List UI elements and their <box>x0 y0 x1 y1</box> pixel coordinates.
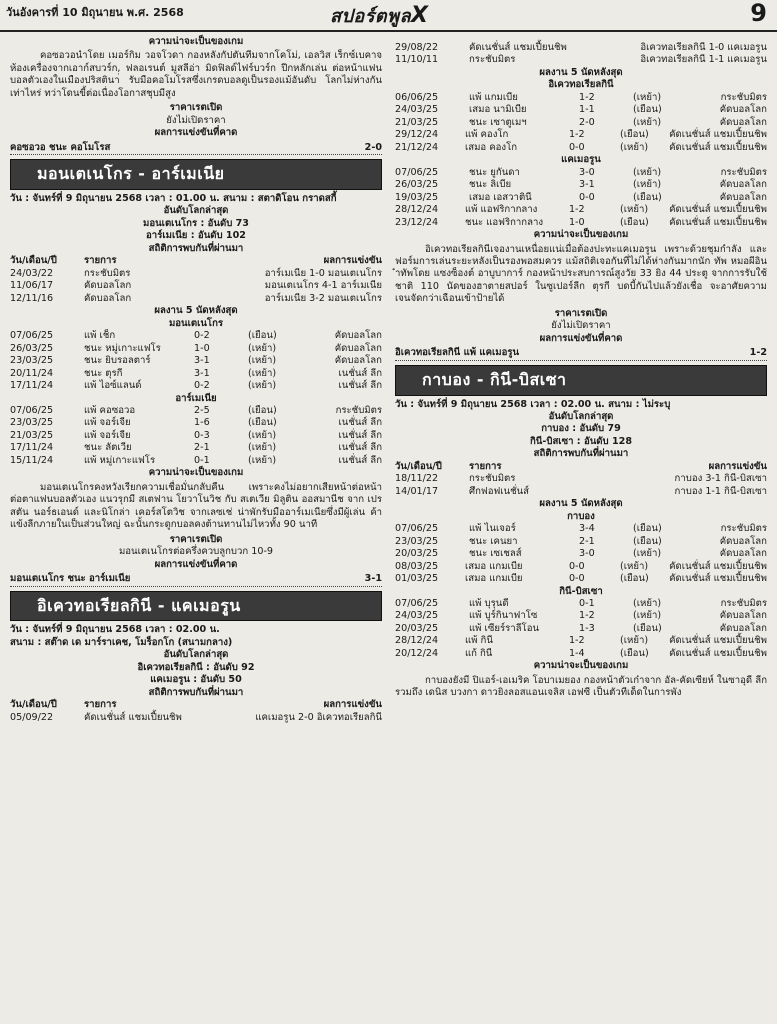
form-table <box>395 167 767 229</box>
form-table <box>395 523 767 585</box>
form-table <box>10 330 382 392</box>
form-row: 20/12/24 แก้ กินี 1-4 (เยือน) คัดเนชั่นส์ แชมเปี้ยนชิพ <box>395 647 768 659</box>
match-banner: อิเควทอเรียลกินี - แคเมอรูน <box>10 591 382 622</box>
prediction-heading: ผลการแข่งขันที่คาด <box>154 558 238 570</box>
price-text: ยังไม่เปิดราคา <box>551 320 611 332</box>
team-heading: อิเควทอเรียลกินี <box>548 79 614 91</box>
form-row: 23/03/25 ชนะ เคนยา 2-1 (เยือน) คัดบอลโลก <box>395 535 767 547</box>
form-row: 06/06/25 แพ้ แกมเบีย 1-2 (เหย้า) กระชับมิตร <box>395 91 767 103</box>
prediction-line: มอนเตเนโกร ชนะ อาร์เมเนีย 3-1 <box>10 573 382 586</box>
h2h-header: วัน/เดือน/ปี รายการ ผลการแข่งขัน <box>395 460 767 472</box>
prediction-line: คอซอวอ ชนะ คอโมโรส 2-0 <box>10 142 382 155</box>
form-row: 20/11/24 ชนะ ตุรกี 3-1 (เหย้า) เนชั่นส์ ลีก <box>10 367 382 379</box>
match-banner: มอนเตเนโกร - อาร์เมเนีย <box>10 159 382 190</box>
form-row: 20/03/25 ชนะ เซเชลส์ 3-0 (เหย้า) คัดบอลโลก <box>395 548 767 560</box>
form-table <box>10 405 382 467</box>
form-row: 23/03/25 ชนะ ยิบรอลตาร์ 3-1 (เหย้า) คัดบอลโลก <box>10 355 382 367</box>
form-row: 21/12/24 เสมอ คองโก 0-0 (เหย้า) คัดเนชั่นส์ แชมเปี้ยนชิพ <box>395 141 768 153</box>
analysis-text: กาบองยังมี ปิแอร์-เอเมริค โอบาเมยอง กองหน้าตัวเก๋าจาก อัล-คัดเซียห์ ในซาอุดี ลีก รวมถึง เดนิส บวงกา ดาวยิงลอสแอนเจลิส เอฟซี เป็นตัวทีเด็ดในการพัง <box>395 674 767 699</box>
rank-heading: อันดับโลกล่าสุด <box>163 205 229 217</box>
form-row: 07/06/25 แพ้ เช็ก 0-2 (เยือน) คัดบอลโลก <box>10 330 382 342</box>
h2h-heading: สถิติการพบกันที่ผ่านมา <box>148 242 244 254</box>
form-row: 07/06/25 แพ้ บุรุนดี 0-1 (เหย้า) กระชับมิตร <box>395 598 767 610</box>
h2h-heading: สถิติการพบกันที่ผ่านมา <box>148 686 244 698</box>
form-row: 01/03/25 เสมอ แกมเบีย 0-0 (เยือน) คัดเนชั่นส์ แชมเปี้ยนชิพ <box>395 573 768 585</box>
form-row: 15/11/24 แพ้ หมู่เกาะแฟโร 0-1 (เหย้า) เนชั่นส์ ลีก <box>10 454 382 466</box>
match-venue: สนาม : สต๊าด เด มาร์ราเคช, โมร็อกโก (สนามกลาง) <box>10 636 233 648</box>
last5-heading: ผลงาน 5 นัดหลังสุด <box>539 498 623 510</box>
prediction-heading: ผลการแข่งขันที่คาด <box>154 127 238 139</box>
rank-heading: อันดับโลกล่าสุด <box>548 410 614 422</box>
prediction-line: อิเควทอเรียลกินี แพ้ แคเมอรูน 1-2 <box>395 347 767 360</box>
form-row: 08/03/25 เสมอ แกมเบีย 0-0 (เหย้า) คัดเนชั่นส์ แชมเปี้ยนชิพ <box>395 560 768 572</box>
form-row: 21/03/25 ชนะ เซาตูเมฯ 2-0 (เหย้า) คัดบอลโลก <box>395 116 767 128</box>
price-text: ยังไม่เปิดราคา <box>166 114 226 126</box>
price-heading: ราคาเรตเปิด <box>169 533 223 545</box>
rank-team2: แคเมอรูน : อันดับ 50 <box>150 674 242 686</box>
form-row: 26/03/25 ชนะ หมู่เกาะแฟโร 1-0 (เหย้า) คัดบอลโลก <box>10 342 382 354</box>
team-heading: กินี-บิสเซา <box>559 585 603 597</box>
form-table <box>395 598 767 660</box>
form-table <box>395 92 767 154</box>
h2h-row: 24/03/22 กระชับมิตร อาร์เมเนีย 1-0 มอนเตเนโกร <box>10 267 382 279</box>
form-row: 17/11/24 แพ้ ไอซ์แลนด์ 0-2 (เหย้า) เนชั่นส์ ลีก <box>10 380 382 392</box>
match-info: วัน : จันทร์ที่ 9 มิถุนายน 2568 เวลา : 02.00 น. สนาม : ไม่ระบุ <box>395 398 671 410</box>
h2h-heading: สถิติการพบกันที่ผ่านมา <box>533 448 629 460</box>
price-heading: ราคาเรตเปิด <box>169 102 223 114</box>
form-row: 07/06/25 ชนะ ยูกันดา 3-0 (เหย้า) กระชับมิตร <box>395 166 767 178</box>
form-row: 28/12/24 แพ้ แอฟริกากลาง 1-2 (เหย้า) คัดเนชั่นส์ แชมเปี้ยนชิพ <box>395 204 768 216</box>
rank-team1: กาบอง : อันดับ 79 <box>541 423 621 435</box>
h2h-row: 11/06/17 คัดบอลโลก มอนเตเนโกร 4-1 อาร์เมเนีย <box>10 280 382 292</box>
page-header <box>0 0 777 32</box>
analysis-text: คอซอวอนำโดย เมอร์กิม วอจโวดา กองหลังกัปตันทีมจากโคโม่, เอลวิส เร็กซ์เบคาจ ห้องเครื่องจากเอาก์สบวร์ก, ฟลอเรนต์ มูสลีอ่า มิดฟิลด์ไฟร์บวร์ก ปีกหลักเล่น ต่อหน้าแฟนบอลตัวเองในเมืองปริสตินา่ รับมือคอโมโรสซึ่งเกรดบอลดูเป็นรองแม้อันดับ โลกไม่ห่างกันเท่าไหร่ ทว่าโดนขี้ต่อเนื่องโอกาสชุบมีสูง <box>10 50 382 99</box>
analysis-heading: ความน่าจะเป็นของเกม <box>148 467 244 479</box>
form-row: 19/03/25 เสมอ เอสวาตินี 0-0 (เยือน) คัดบอลโลก <box>395 191 767 203</box>
form-row: 28/12/24 แพ้ กินี 1-2 (เหย้า) คัดเนชั่นส์ แชมเปี้ยนชิพ <box>395 635 768 647</box>
h2h-row: 11/10/11 กระชับมิตร อิเควทอเรียลกินี 1-1 แคเมอรูน <box>395 54 767 66</box>
analysis-text: มอนเตเนโกรคงหวังเรียกความเชื่อมั่นกลับคืน เพราะคงไม่อยากเสียหน้าต่อหน้าต่อตาแฟนบอลตัวเอง แนวรุกมี สเตฟาน โยวาโนวิช กับ สเตเวีย มิลูติน ออสมานีช จาก เปรสตัน นอร์ธเอนด์ และนิโกล่า เคอร์สโตวิช จากเลซเช่ น่าพักรับมืออาร์เมเนียซึ่งมีผู้เล่น ค้าแข้งลีกภายในเป็นส่วนใหญ่ ฉะนั้นกระดูกบอลคงต้านทานไม่ไหวทั้ง 90 นาที <box>10 481 382 531</box>
analysis-text: อิเควทอเรียลกินีเจองานเหนื่อยแน่เมื่อต้องปะทะแคเมอรูน เพราะด้วยชุมกำลัง และฟอร์มการเล่นระยะหลังเป็นรองพอสมควร แม้สถิติเจอกันที่ไม่ได้ห่างกันมากนัก ทัพ หมอผีอินำทัพโดย แซงซ็องต์ อาบูบาการ์ กองหน้าประสบการณ์สูงวัย 33 ยิง 44 ประตู จากการรับใช้ชาติ 110 นัดของฮาตายสปอร์ ในซูเปอร์ลีก ตุรกี บดบี้กันไปแล้วยังเชื่อ จะอาศัยความเจนจัดกว่าเฉือนเข้าป้ายได้ <box>395 243 767 305</box>
rank-team1: อิเควทอเรียลกินี : อันดับ 92 <box>137 661 255 673</box>
form-row: 20/03/25 แพ้ เซียร์ราลีโอน 1-3 (เยือน) คัดบอลโลก <box>395 622 767 634</box>
form-row: 17/11/24 ชนะ ลัตเวีย 2-1 (เหย้า) เนชั่นส์ ลีก <box>10 442 382 454</box>
rank-team2: อาร์เมเนีย : อันดับ 102 <box>146 230 246 242</box>
team-heading: แคเมอรูน <box>561 154 601 166</box>
form-row: 07/06/25 แพ้ คอซอวอ 2-5 (เยือน) กระชับมิตร <box>10 404 382 416</box>
page-number: 9 <box>750 0 767 27</box>
form-row: 26/03/25 ชนะ ลิเบีย 3-1 (เหย้า) คัดบอลโลก <box>395 179 767 191</box>
rank-team2: กินี-บิสเซา : อันดับ 128 <box>530 435 632 447</box>
form-row: 21/03/25 แพ้ จอร์เจีย 0-3 (เหย้า) เนชั่นส์ ลีก <box>10 429 382 441</box>
analysis-heading: ความน่าจะเป็นของเกม <box>533 229 629 241</box>
form-row: 24/03/25 เสมอ นามิเบีย 1-1 (เยือน) คัดบอลโลก <box>395 104 767 116</box>
match-info: วัน : จันทร์ที่ 9 มิถุนายน 2568 เวลา : 01.00 น. สนาม : สตาดิโอน กราดสกี้ <box>10 193 337 205</box>
h2h-row: 05/09/22 คัดเนชั่นส์ แชมเปี้ยนชิพ แคเมอรูน 2-0 อิเควทอเรียลกินี <box>10 711 382 723</box>
h2h-header: วัน/เดือน/ปี รายการ ผลการแข่งขัน <box>10 255 382 267</box>
team-heading: มอนเตเนโกร <box>168 317 224 329</box>
form-row: 23/12/24 ชนะ แอฟริกากลาง 1-0 (เยือน) คัดเนชั่นส์ แชมเปี้ยนชิพ <box>395 216 768 228</box>
rank-heading: อันดับโลกล่าสุด <box>163 649 229 661</box>
rank-team1: มอนเตเนโกร : อันดับ 73 <box>143 217 249 229</box>
right-column <box>395 42 767 702</box>
match-info: วัน : จันทร์ที่ 9 มิถุนายน 2568 เวลา : 02.00 น. <box>10 624 220 636</box>
price-text: มอนเตเนโกรต่อครึ่งควบลูกบวก 10-9 <box>118 546 274 558</box>
h2h-row: 18/11/22 กระชับมิตร กาบอง 3-1 กินี-บิสเซา <box>395 473 767 485</box>
last5-heading: ผลงาน 5 นัดหลังสุด <box>539 66 623 78</box>
left-column <box>10 36 382 724</box>
analysis-heading: ความน่าจะเป็นของเกม <box>533 660 629 672</box>
price-heading: ราคาเรตเปิด <box>554 307 608 319</box>
prediction-heading: ผลการแข่งขันที่คาด <box>539 332 623 344</box>
h2h-header: วัน/เดือน/ปี รายการ ผลการแข่งขัน <box>10 699 382 711</box>
section-heading: ความน่าจะเป็นของเกม <box>148 36 244 47</box>
issue-date: วันอังคารที่ 10 มิถุนายน พ.ศ. 2568 <box>6 6 184 19</box>
form-row: 24/03/25 แพ้ บูร์กินาฟาโซ 1-2 (เหย้า) คัดบอลโลก <box>395 610 767 622</box>
match-banner: กาบอง - กินี-บิสเซา <box>395 365 767 396</box>
form-row: 23/03/25 แพ้ จอร์เจีย 1-6 (เยือน) เนชั่นส์ ลีก <box>10 417 382 429</box>
h2h-row: 12/11/16 คัดบอลโลก อาร์เมเนีย 3-2 มอนเตเนโกร <box>10 292 382 304</box>
h2h-row: 29/08/22 คัดเนชั่นส์ แชมเปี้ยนชิพ อิเควทอเรียลกินี 1-0 แคเมอรูน <box>395 42 767 53</box>
form-row: 07/06/25 แพ้ ไนเจอร์ 3-4 (เยือน) กระชับมิตร <box>395 523 767 535</box>
h2h-row: 14/01/17 ศึกฟอฟเนชั่นส์ กาบอง 1-1 กินี-บิสเซา <box>395 485 767 497</box>
team-heading: อาร์เมเนีย <box>175 392 217 404</box>
form-row: 29/12/24 แพ้ คองโก 1-2 (เยือน) คัดเนชั่นส์ แชมเปี้ยนชิพ <box>395 129 768 141</box>
last5-heading: ผลงาน 5 นัดหลังสุด <box>154 305 238 317</box>
brand-logo: สปอร์ตพูลX <box>330 3 429 28</box>
team-heading: กาบอง <box>567 510 595 522</box>
